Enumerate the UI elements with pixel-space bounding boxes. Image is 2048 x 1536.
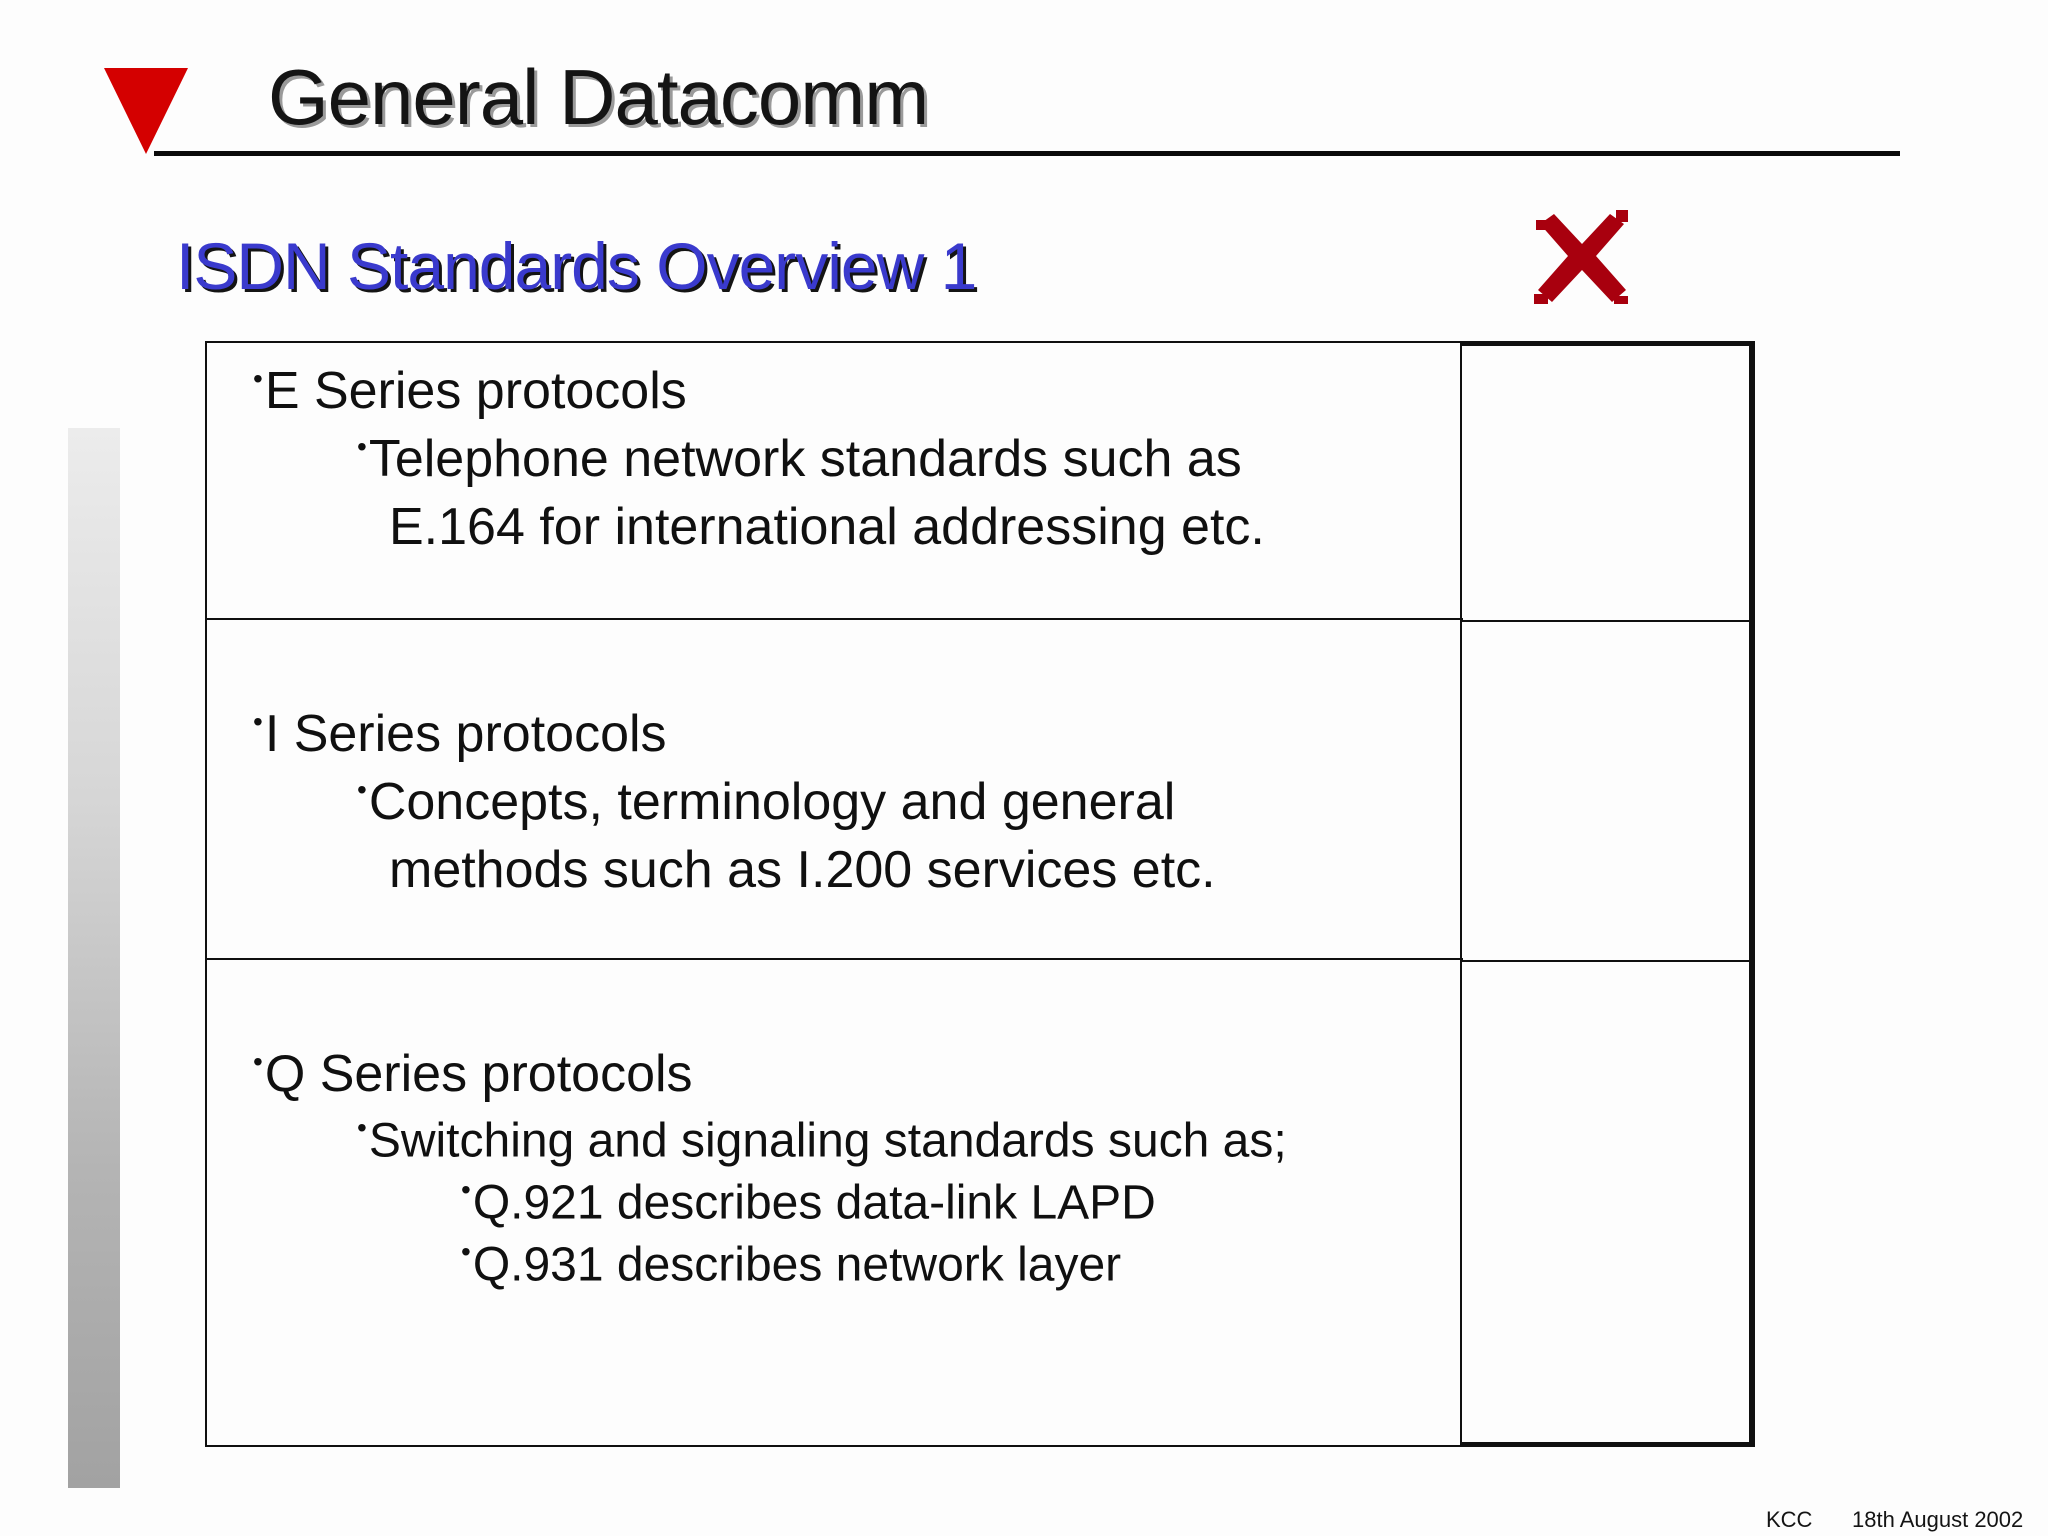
side-divider (1462, 960, 1749, 962)
section-e-series (207, 343, 1463, 620)
bullet-icon: • (253, 1046, 263, 1078)
footer-author: KCC (1766, 1507, 1813, 1532)
item-text: Concepts, terminology and general (368, 773, 1176, 831)
list-item-continuation: methods such as I.200 services etc. (389, 841, 1216, 899)
list-item (357, 772, 1175, 832)
sub-list-item (461, 1236, 1121, 1293)
section-heading (253, 704, 667, 764)
bullet-icon: • (461, 1174, 471, 1205)
sub-item-text: Q.931 describes network layer (472, 1238, 1122, 1292)
section-heading (253, 361, 687, 421)
bullet-icon: • (253, 363, 263, 395)
section-q-series (207, 960, 1463, 1445)
sub-list-item (461, 1174, 1156, 1231)
red-cross-icon (1534, 210, 1630, 306)
bullet-icon: • (461, 1236, 471, 1267)
bullet-icon: • (357, 774, 367, 806)
decorative-side-bar (68, 428, 120, 1488)
red-triangle-icon (104, 68, 188, 154)
item-text: Telephone network standards such as (368, 430, 1242, 488)
list-item-continuation: E.164 for international addressing etc. (389, 498, 1265, 556)
item-text: Switching and signaling standards such as; (368, 1114, 1287, 1168)
bullet-icon: • (253, 706, 263, 738)
section-i-series (207, 620, 1463, 960)
side-column (1460, 343, 1754, 1445)
heading-text: I Series protocols (264, 705, 667, 763)
heading-text: E Series protocols (264, 362, 687, 420)
list-item (357, 1112, 1287, 1169)
sub-item-text: Q.921 describes data-link LAPD (472, 1176, 1156, 1230)
footer-date: 18th August 2002 (1852, 1507, 2024, 1532)
side-divider (1462, 620, 1749, 622)
list-item (357, 429, 1242, 489)
title-divider (154, 151, 1900, 156)
content-table (205, 341, 1755, 1447)
section-heading (253, 1044, 693, 1104)
bullet-icon: • (357, 431, 367, 463)
heading-text: Q Series protocols (264, 1045, 693, 1103)
slide-title: ISDN Standards Overview 1 (176, 229, 977, 303)
company-title: General Datacomm (268, 53, 929, 141)
bullet-icon: • (357, 1112, 367, 1143)
